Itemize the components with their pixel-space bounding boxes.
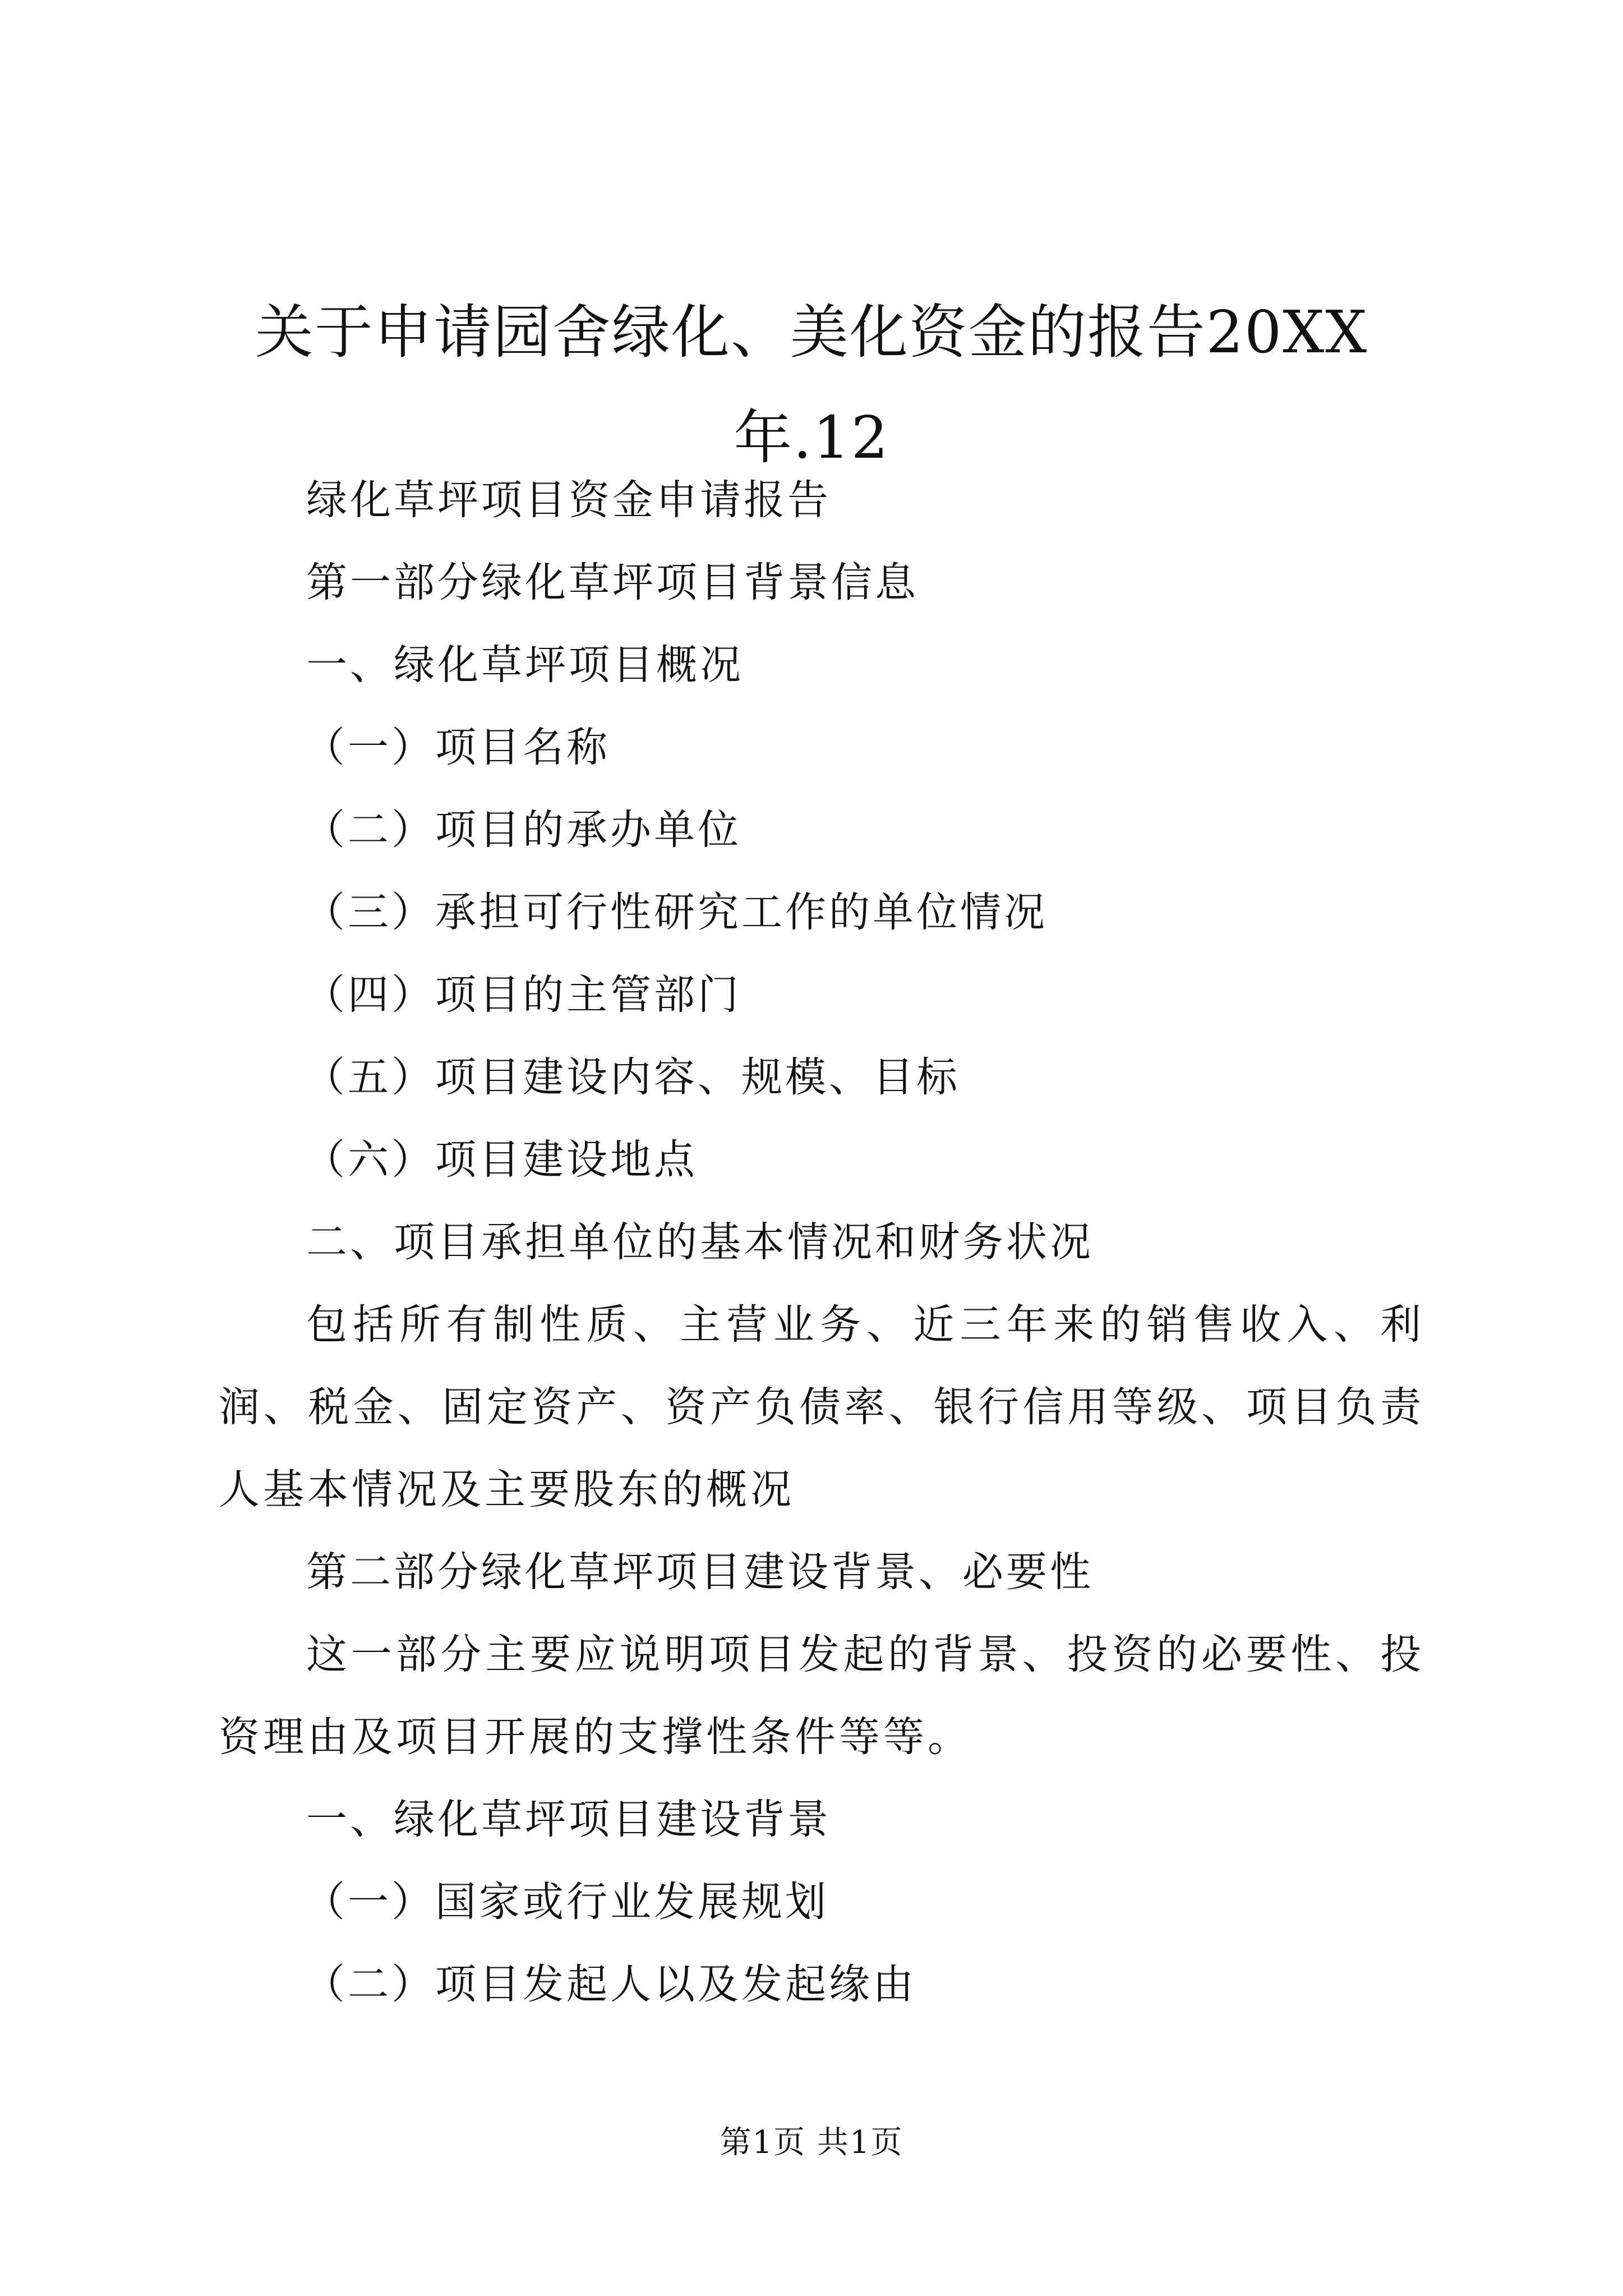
- title-line-2: 年.12: [734, 403, 889, 472]
- section-heading-1: 一、绿化草坪项目概况: [306, 641, 744, 689]
- part-heading-1: 第一部分绿化草坪项目背景信息: [306, 559, 919, 606]
- subsection-item: （一）项目名称: [304, 724, 610, 771]
- report-subtitle: 绿化草坪项目资金申请报告: [306, 476, 831, 524]
- document-body: [219, 459, 1424, 2026]
- title-line-1: 关于申请园舍绿化、美化资金的报告20XX: [255, 298, 1368, 366]
- body-paragraph: 包括所有制性质、主营业务、近三年来的销售收入、利润、税金、固定资产、资产负债率、银行信用等级、项目负责人基本情况及主要股东的概况: [219, 1301, 1424, 1513]
- subsection-item: （二）项目发起人以及发起缘由: [304, 1961, 916, 2008]
- subsection-item: （六）项目建设地点: [304, 1136, 698, 1184]
- subsection-item: （四）项目的主管部门: [304, 971, 741, 1019]
- page-footer: 第1页 共1页: [720, 2124, 903, 2161]
- subsection-item: （五）项目建设内容、规模、目标: [304, 1053, 960, 1101]
- subsection-item: （二）项目的承办单位: [304, 806, 741, 854]
- subsection-item: （三）承担可行性研究工作的单位情况: [304, 889, 1048, 936]
- section-heading-2: 二、项目承担单位的基本情况和财务状况: [306, 1218, 1094, 1266]
- body-paragraph: 这一部分主要应说明项目发起的背景、投资的必要性、投资理由及项目开展的支撑性条件等等。: [219, 1631, 1424, 1761]
- subsection-item: （一）国家或行业发展规划: [304, 1878, 829, 1926]
- part-heading-2: 第二部分绿化草坪项目建设背景、必要性: [306, 1548, 1094, 1596]
- section-heading-3: 一、绿化草坪项目建设背景: [306, 1796, 831, 1843]
